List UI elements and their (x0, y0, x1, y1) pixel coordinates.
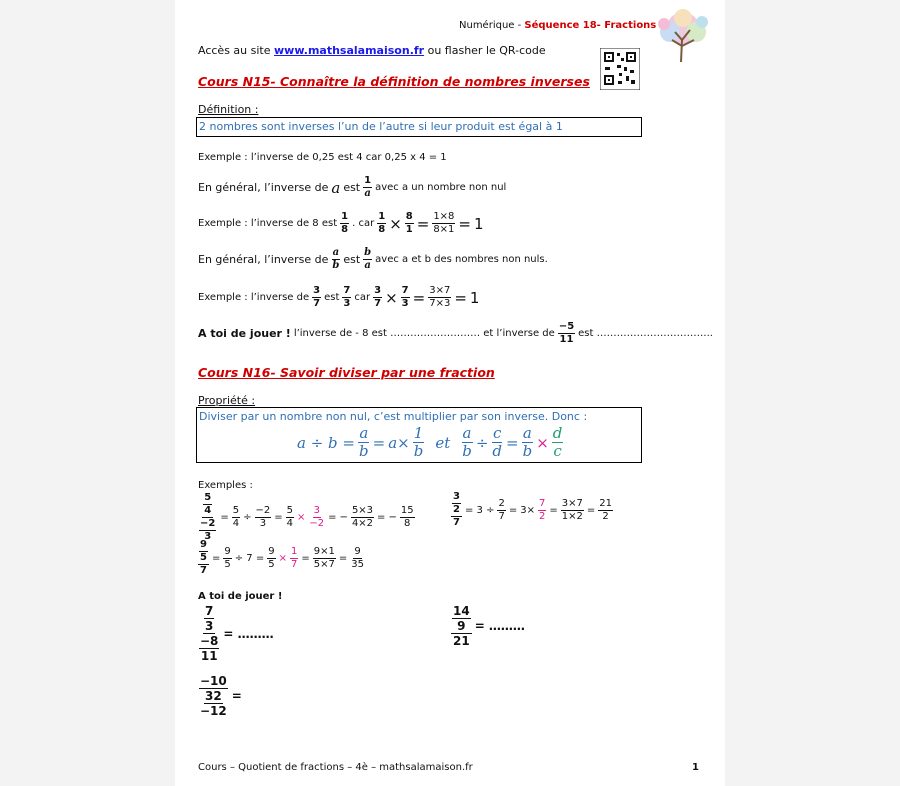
header-title (459, 20, 656, 31)
general-2-text: En général, l’inverse de (198, 253, 329, 266)
play-1-answer: est …………………………….. (578, 328, 713, 339)
example-2-car: . car (352, 218, 375, 229)
definition-box (196, 117, 642, 137)
fraction-3x7-7x3: $\frac{3\times 7}{7\times 3}$ (429, 285, 451, 309)
fraction-1-8: 1 8 (341, 211, 349, 235)
e1-complex-fraction: $\frac{\frac{5}{4}}{\frac{-2}{3}}$ (200, 492, 216, 542)
fraction-1-8b: $\frac{1}{8}$ (378, 211, 386, 235)
p1-answer[interactable]: = ……… (223, 626, 274, 641)
example-1: Exemple : l’inverse de 0,25 est 4 car 0,25 x 4 = 1 (198, 152, 447, 163)
example-3-car: car (354, 292, 371, 303)
example-3-est: est (324, 292, 340, 303)
formula-frac-1-b: $\frac{1}{b}$ (413, 424, 424, 460)
equals-sign: = (416, 214, 430, 233)
formula-frac-a-b: $\frac{a}{b}$ (359, 424, 369, 460)
formula-eq: = (372, 433, 386, 452)
fraction-1-over-a: 1 a (364, 175, 372, 199)
e3-complex-fraction: $\frac{\frac{9}{5}}{7}$ (200, 539, 207, 576)
fraction-b-a: b a (364, 247, 372, 271)
p2-answer[interactable]: = ……… (474, 619, 525, 633)
example-3 (198, 286, 479, 309)
definition-label: Définition : (198, 103, 259, 116)
general-1 (198, 176, 506, 199)
fraction-m5-11: −5 11 (558, 321, 575, 345)
result-2: 1 (469, 288, 480, 307)
play-1-label: A toi de jouer ! (198, 327, 291, 340)
access-suffix: ou flasher le QR-code (424, 44, 546, 57)
general-1-text: En général, l’inverse de (198, 181, 329, 194)
footer-text: Cours – Quotient de fractions – 4è – mathsalamaison.fr (198, 762, 473, 773)
equals-sign: = (458, 214, 471, 233)
formula-frac-a-b-3: $\frac{a}{b}$ (522, 424, 533, 460)
p2-complex-fraction: $\frac{\frac{14}{9}}{21}$ (453, 604, 470, 648)
play-2-p3 (198, 675, 242, 717)
play-2-label: A toi de jouer ! (198, 591, 283, 602)
p3-complex-fraction: $\frac{-10}{\frac{32}{-12}}$ (200, 674, 227, 718)
fraction-8-1: $\frac{8}{1}$ (405, 211, 413, 235)
formula-frac-c-d: $\frac{c}{d}$ (492, 424, 503, 460)
fraction-7-3b: $\frac{7}{3}$ (401, 285, 409, 309)
formula-div: ÷ (475, 433, 489, 452)
p3-answer[interactable]: = (231, 689, 242, 703)
formula-frac-a-b-2: $\frac{a}{b}$ (462, 424, 472, 460)
fraction-1x8-8x1: $\frac{1\times 8}{8\times 1}$ (433, 211, 455, 235)
example-e3: $\frac{\frac{9}{5}}{7}$ = $\frac{9}{5}$ ÷ 7 = $\frac{9}{5}$ × $\frac{1}{7}$ = $\frac{9\times 1}{5\times 7}$ = $\frac{9}{35}$ (200, 539, 364, 576)
play-1-text: l’inverse de - 8 est ……………………… et l’inverse de (293, 328, 555, 339)
general-2 (198, 248, 548, 271)
general-2-est: est (343, 253, 361, 266)
times-sign: × (389, 214, 402, 233)
play-1 (198, 322, 713, 345)
equals-sign: = (454, 288, 467, 307)
general-1-est: est (343, 181, 361, 194)
formula-frac-d-c: $\frac{d}{c}$ (552, 424, 563, 460)
general-1-condition: avec a un nombre non nul (375, 182, 507, 193)
formula-a-div-b: a ÷ b = (297, 433, 355, 452)
property-formula (297, 426, 563, 459)
result-1: 1 (474, 214, 484, 233)
times-sign: × (385, 288, 398, 307)
property-label: Propriété : (198, 394, 256, 407)
formula-a-times: a× (388, 433, 410, 452)
header-domain: Numérique - (459, 20, 525, 31)
e2-complex-fraction: $\frac{\frac{3}{2}}{7}$ (453, 491, 460, 528)
p1-complex-fraction: $\frac{\frac{7}{3}}{\frac{-8}{11}}$ (200, 604, 219, 663)
example-e2: $\frac{\frac{3}{2}}{7}$ = 3 ÷ $\frac{2}{7}$ = 3× $\frac{7}{2}$ = $\frac{3\times 7}{1\times 2}$ = $\frac{21}{2}$ (453, 491, 612, 528)
header-sequence: Séquence 18- Fractions (524, 20, 657, 31)
access-line (198, 44, 546, 57)
property-box (196, 407, 642, 463)
formula-eq-2: = (506, 433, 519, 452)
general-1-var: a (331, 178, 341, 197)
general-2-condition: avec a et b des nombres non nuls. (375, 254, 548, 265)
tree-logo (650, 6, 716, 64)
fraction-3-7b: $\frac{3}{7}$ (374, 285, 382, 309)
play-2-p2 (451, 605, 525, 647)
cours16-title: Cours N16- Savoir diviser par une fraction (198, 365, 495, 380)
cours15-title: Cours N15- Connaître la définition de nombres inverses (198, 74, 590, 89)
definition-text: 2 nombres sont inverses l’un de l’autre si leur produit est égal à 1 (199, 120, 563, 133)
example-e1: $\frac{\frac{5}{4}}{\frac{-2}{3}}$ = $\frac{5}{4}$ ÷ $\frac{-2}{3}$ = $\frac{5}{4}$ × $\frac{3}{-2}$ = − $\frac{5\times 3}{4\times 2}$ = − $\frac{15}{8}$ (200, 492, 414, 542)
play-2-p1 (198, 605, 274, 662)
access-prefix: Accès au site (198, 44, 274, 57)
page (175, 0, 725, 786)
formula-times: × (536, 433, 549, 452)
equals-sign: = (412, 288, 426, 307)
fraction-3-7: 3 7 (313, 285, 321, 309)
site-link[interactable]: www.mathsalamaison.fr (274, 44, 425, 57)
example-2-text: Exemple : l’inverse de 8 est (198, 218, 338, 229)
examples-label: Exemples : (198, 480, 253, 491)
qr-code[interactable] (600, 48, 640, 90)
page-number: 1 (692, 762, 699, 773)
fraction-7-3: 7 3 (343, 285, 351, 309)
example-2 (198, 212, 484, 235)
fraction-a-b: a b (332, 247, 340, 271)
property-text: Diviser par un nombre non nul, c’est multiplier par son inverse. Donc : (199, 410, 588, 423)
example-3-text: Exemple : l’inverse de (198, 292, 310, 303)
formula-et: et (435, 433, 451, 452)
